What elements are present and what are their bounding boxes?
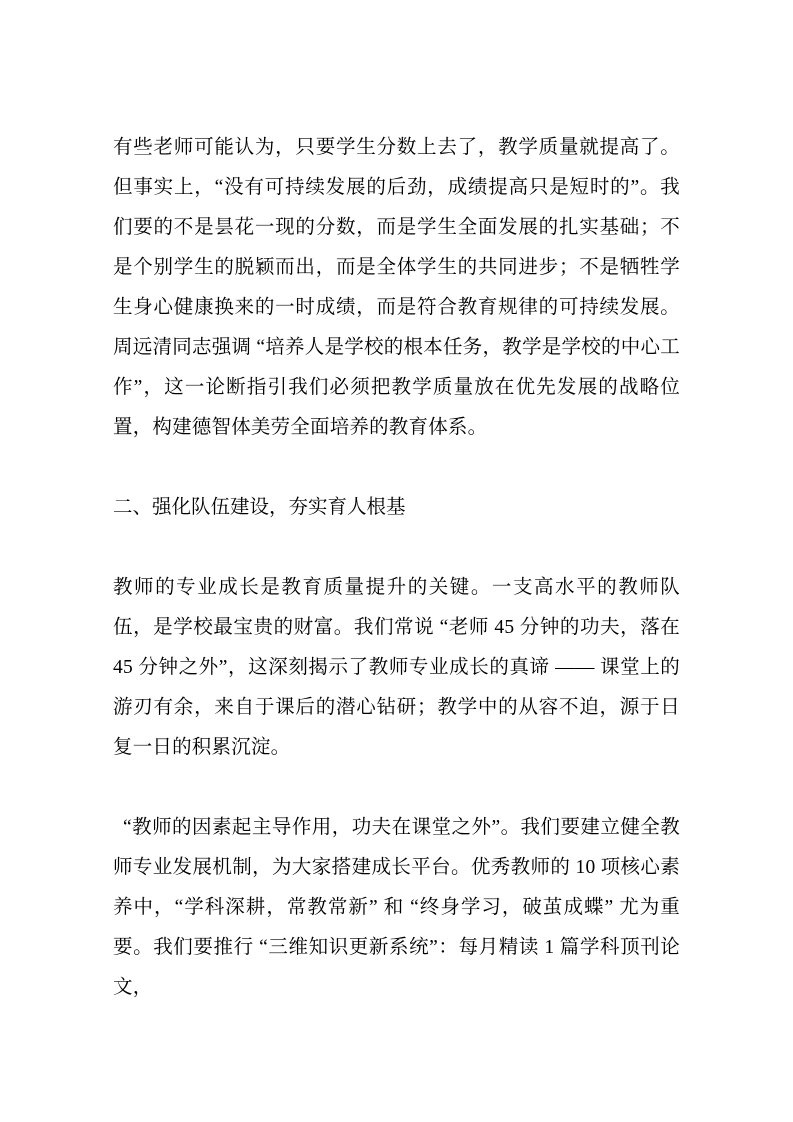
section-heading-2: 二、强化队伍建设，夯实育人根基 xyxy=(113,497,406,518)
paragraph-spacer xyxy=(113,528,680,568)
paragraph-body-1: 有些老师可能认为，只要学生分数上去了，教学质量就提高了。但事实上，“没有可持续发展的后劲，成绩提高只是短时的”。我们要的不是昙花一现的分数，而是学生全面发展的扎实基础；不是个别学生的脱颖而出，而是全体学生的共同进步；不是牺牲学生身心健康换来的一时成绩，而是符合教育规律的可持续发展。周远清同志强调 “培养人是学校的根本任务，教学是学校的中心工作”，这一论断指引我们必须把教学质量放在优先发展的战略位置，构建德智体美劳全面培养的教育体系。 xyxy=(113,137,680,438)
paragraph-body-2: 教师的专业成长是教育质量提升的关键。一支高水平的教师队伍，是学校最宝贵的财富。我们常说 “老师 45 分钟的功夫，落在 45 分钟之外”，这深刻揭示了教师专业成长的真谛 —— 课堂上的游刃有余，来自于课后的潜心钻研；教学中的从容不迫，源于日复一日的积累沉淀。 xyxy=(113,577,680,758)
paragraph-spacer xyxy=(113,448,680,488)
paragraph-spacer xyxy=(113,768,680,808)
paragraph-body-3: “教师的因素起主导作用，功夫在课堂之外”。我们要建立健全教师专业发展机制，为大家搭建成长平台。优秀教师的 10 项核心素养中，“学科深耕，常教常新” 和 “终身学习，破茧成蝶” 尤为重要。我们要推行 “三维知识更新系统”：每月精读 1 篇学科顶刊论文， xyxy=(113,817,680,998)
document-content xyxy=(113,128,680,1008)
